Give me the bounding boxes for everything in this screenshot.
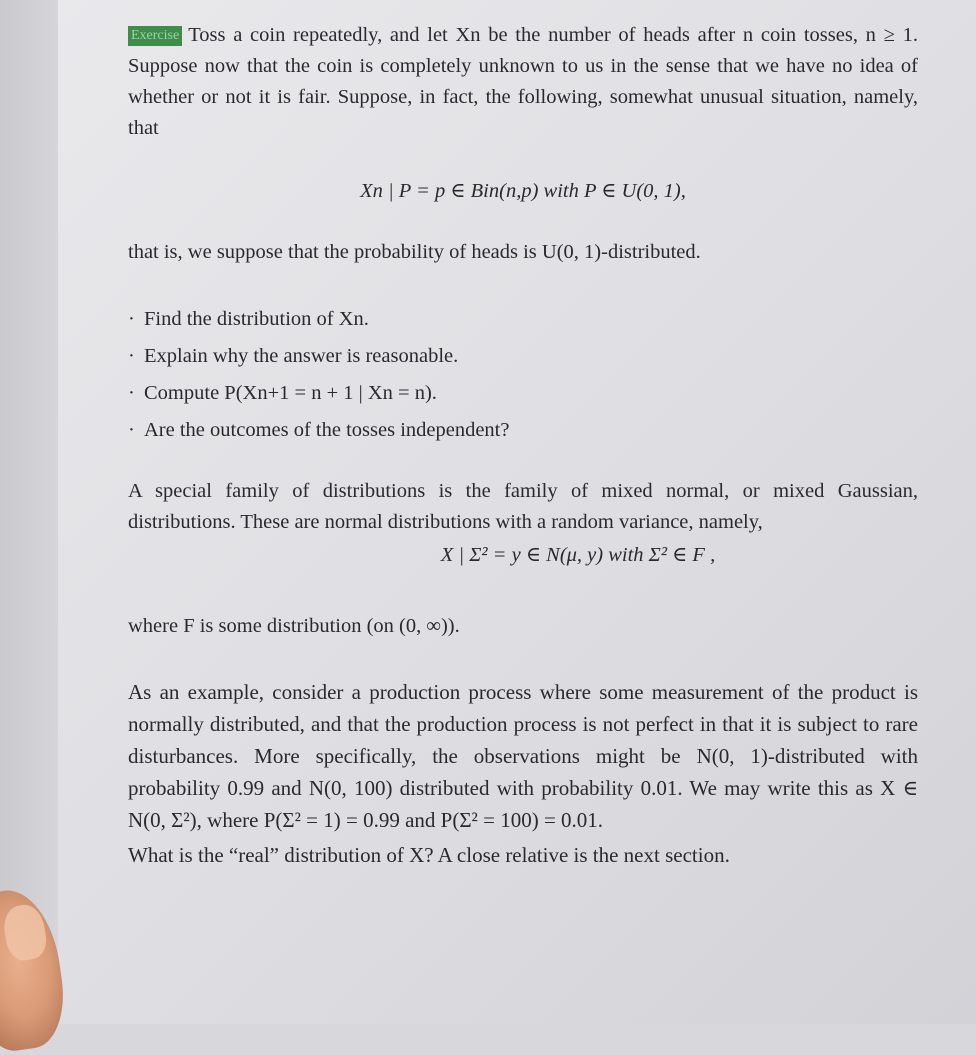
bullet-icon: · [128,419,135,441]
equation-mixed-normal: X | Σ² = y ∈ N(μ, y) with Σ² ∈ F , [440,544,716,566]
page-edge [0,0,58,1024]
exercise-badge: Exercise [128,26,182,46]
where-paragraph: where F is some distribution (on (0, ∞)). [128,615,460,637]
list-item: · Explain why the answer is reasonable. [128,341,918,372]
list-item: · Find the distribution of Xn. [128,304,918,335]
bullet-icon: · [128,345,135,367]
exercise-paragraph [128,20,918,144]
list-item: · Compute P(Xn+1 = n + 1 | Xn = n). [128,378,918,409]
equation-binomial: Xn | P = p ∈ Bin(n,p) with P ∈ U(0, 1), [360,180,686,202]
probability-paragraph: that is, we suppose that the probability of heads is U(0, 1)-distributed. [128,241,701,263]
question-paragraph: What is the “real” distribution of X? A close relative is the next section. [128,843,730,867]
question-list [128,304,918,446]
exercise-text: Toss a coin repeatedly, and let Xn be the number of heads after n coin tosses, n ≥ 1. Suppose now that the coin is completely unknown to us in the sense that we have no idea of whether or not it is fair. Suppose, in fact, the following, somewhat unusual situation, namely, that [128,24,918,139]
example-paragraph: As an example, consider a production process where some measurement of the product is normally distributed, and that the production process is not perfect in that it is subject to rare disturbances. More specifically, the observations might be N(0, 1)-distributed with probability 0.99 and N(0, 100) distributed with probability 0.01. We may write this as X ∈ N(0, Σ²), where P(Σ² = 1) = 0.99 and P(Σ² = 100) = 0.01. [128,680,918,832]
page-content [128,20,918,871]
bullet-icon: · [128,308,135,330]
mixed-normal-paragraph: A special family of distributions is the family of mixed normal, or mixed Gaussian, distributions. These are normal distributions with a random variance, namely, [128,480,918,533]
list-item: · Are the outcomes of the tosses independent? [128,415,918,446]
bullet-icon: · [128,382,135,404]
